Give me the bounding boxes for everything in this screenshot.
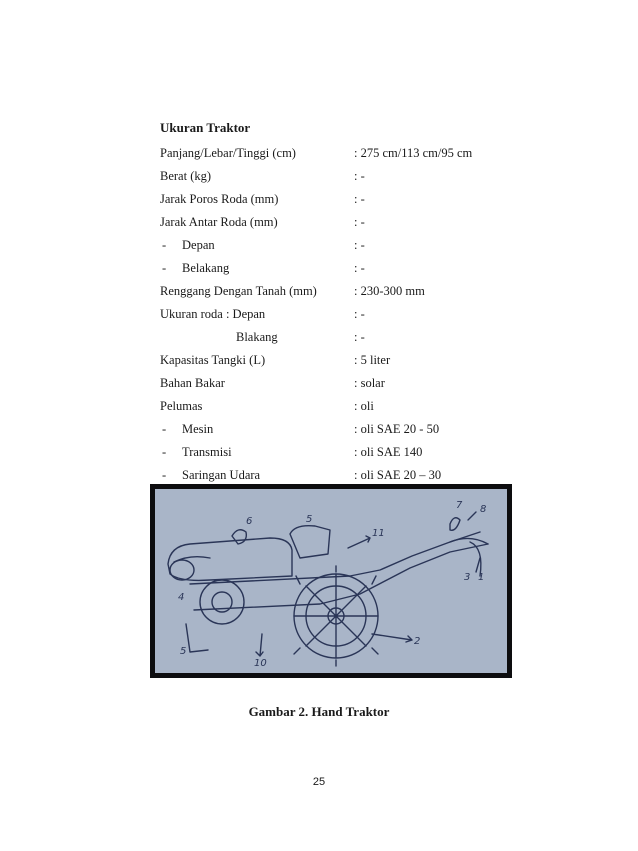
- spec-value: : oli: [354, 399, 374, 413]
- sketch-label: 4: [178, 592, 185, 603]
- spec-value: : -: [354, 215, 365, 229]
- spec-label-text: Belakang: [182, 261, 230, 275]
- spec-value: : 230-300 mm: [354, 284, 425, 298]
- spec-row: [160, 234, 540, 257]
- spec-row: [160, 165, 540, 188]
- bullet-dash: -: [162, 445, 167, 459]
- spec-value: : -: [354, 169, 365, 183]
- spec-row: [160, 303, 540, 326]
- spec-row: [160, 395, 540, 418]
- spec-label: [160, 188, 278, 211]
- hand-tractor-sketch: [150, 484, 512, 678]
- spec-list: [160, 142, 540, 487]
- sketch-label: 7: [456, 500, 463, 511]
- spec-label-text: Kapasitas Tangki (L): [160, 353, 266, 367]
- hand-tractor-sketch-figure: [150, 484, 512, 678]
- spec-label: [162, 441, 232, 464]
- spec-label: [160, 395, 202, 418]
- bullet-dash: -: [162, 238, 167, 252]
- spec-label: [162, 418, 213, 441]
- sketch-label: 5: [306, 514, 313, 525]
- spec-label-text: Berat (kg): [160, 169, 212, 183]
- spec-value: : solar: [354, 376, 385, 390]
- spec-label: [160, 211, 278, 234]
- spec-row: [160, 188, 540, 211]
- spec-label-text: Transmisi: [182, 445, 232, 459]
- spec-label-text: Saringan Udara: [182, 468, 261, 482]
- spec-label-text: Mesin: [182, 422, 214, 436]
- spec-value: : oli SAE 20 - 50: [354, 422, 440, 436]
- page-number: 25: [312, 776, 326, 788]
- spec-row: [160, 418, 540, 441]
- spec-label: [160, 349, 265, 372]
- spec-label-text: Jarak Poros Roda (mm): [160, 192, 279, 206]
- spec-label-text: Ukuran roda : Depan: [160, 307, 266, 321]
- section-title: Ukuran Traktor: [160, 120, 251, 135]
- spec-value: : -: [354, 330, 365, 344]
- sketch-label: 2: [414, 636, 421, 647]
- spec-row: [160, 326, 540, 349]
- spec-label: [162, 257, 229, 280]
- sketch-label: 10: [254, 658, 267, 669]
- spec-value: : oli SAE 140: [354, 445, 423, 459]
- sketch-label: 3: [464, 572, 471, 583]
- spec-value: : 275 cm/113 cm/95 cm: [354, 146, 473, 160]
- spec-label: [160, 372, 225, 395]
- spec-label-text: Bahan Bakar: [160, 376, 225, 390]
- spec-value: : -: [354, 192, 365, 206]
- bullet-dash: -: [162, 468, 167, 482]
- spec-row: [160, 372, 540, 395]
- sketch-label: 1: [478, 572, 485, 583]
- spec-value: : 5 liter: [354, 353, 391, 367]
- bullet-dash: -: [162, 422, 167, 436]
- spec-label: [160, 303, 265, 326]
- sketch-label: 8: [480, 504, 487, 515]
- spec-row: [160, 349, 540, 372]
- spec-value: : -: [354, 307, 365, 321]
- spec-row: [160, 280, 540, 303]
- cage-wheel-spokes-sketch: [294, 574, 378, 658]
- spec-label: [160, 165, 211, 188]
- spec-label-text: Panjang/Lebar/Tinggi (cm): [160, 146, 296, 160]
- figure-caption: Gambar 2. Hand Traktor: [248, 704, 390, 719]
- spec-row: [160, 257, 540, 280]
- bullet-dash: -: [162, 261, 167, 275]
- spec-label-text: Renggang Dengan Tanah (mm): [160, 284, 317, 298]
- sketch-label: 11: [372, 528, 385, 539]
- spec-label: [162, 234, 215, 257]
- spec-label: [236, 326, 278, 349]
- spec-label-text: Blakang: [236, 330, 278, 344]
- sketch-label: 6: [246, 516, 253, 527]
- spec-label: [160, 142, 296, 165]
- spec-row: [160, 211, 540, 234]
- spec-value: : oli SAE 20 – 30: [354, 468, 442, 482]
- spec-value: : -: [354, 238, 365, 252]
- spec-label-text: Jarak Antar Roda (mm): [160, 215, 278, 229]
- spec-label-text: Pelumas: [160, 399, 203, 413]
- spec-row: [160, 142, 540, 165]
- spec-label-text: Depan: [182, 238, 215, 252]
- spec-row: [160, 441, 540, 464]
- spec-label: [160, 280, 317, 303]
- spec-value: : -: [354, 261, 365, 275]
- sketch-label: 5: [180, 646, 187, 657]
